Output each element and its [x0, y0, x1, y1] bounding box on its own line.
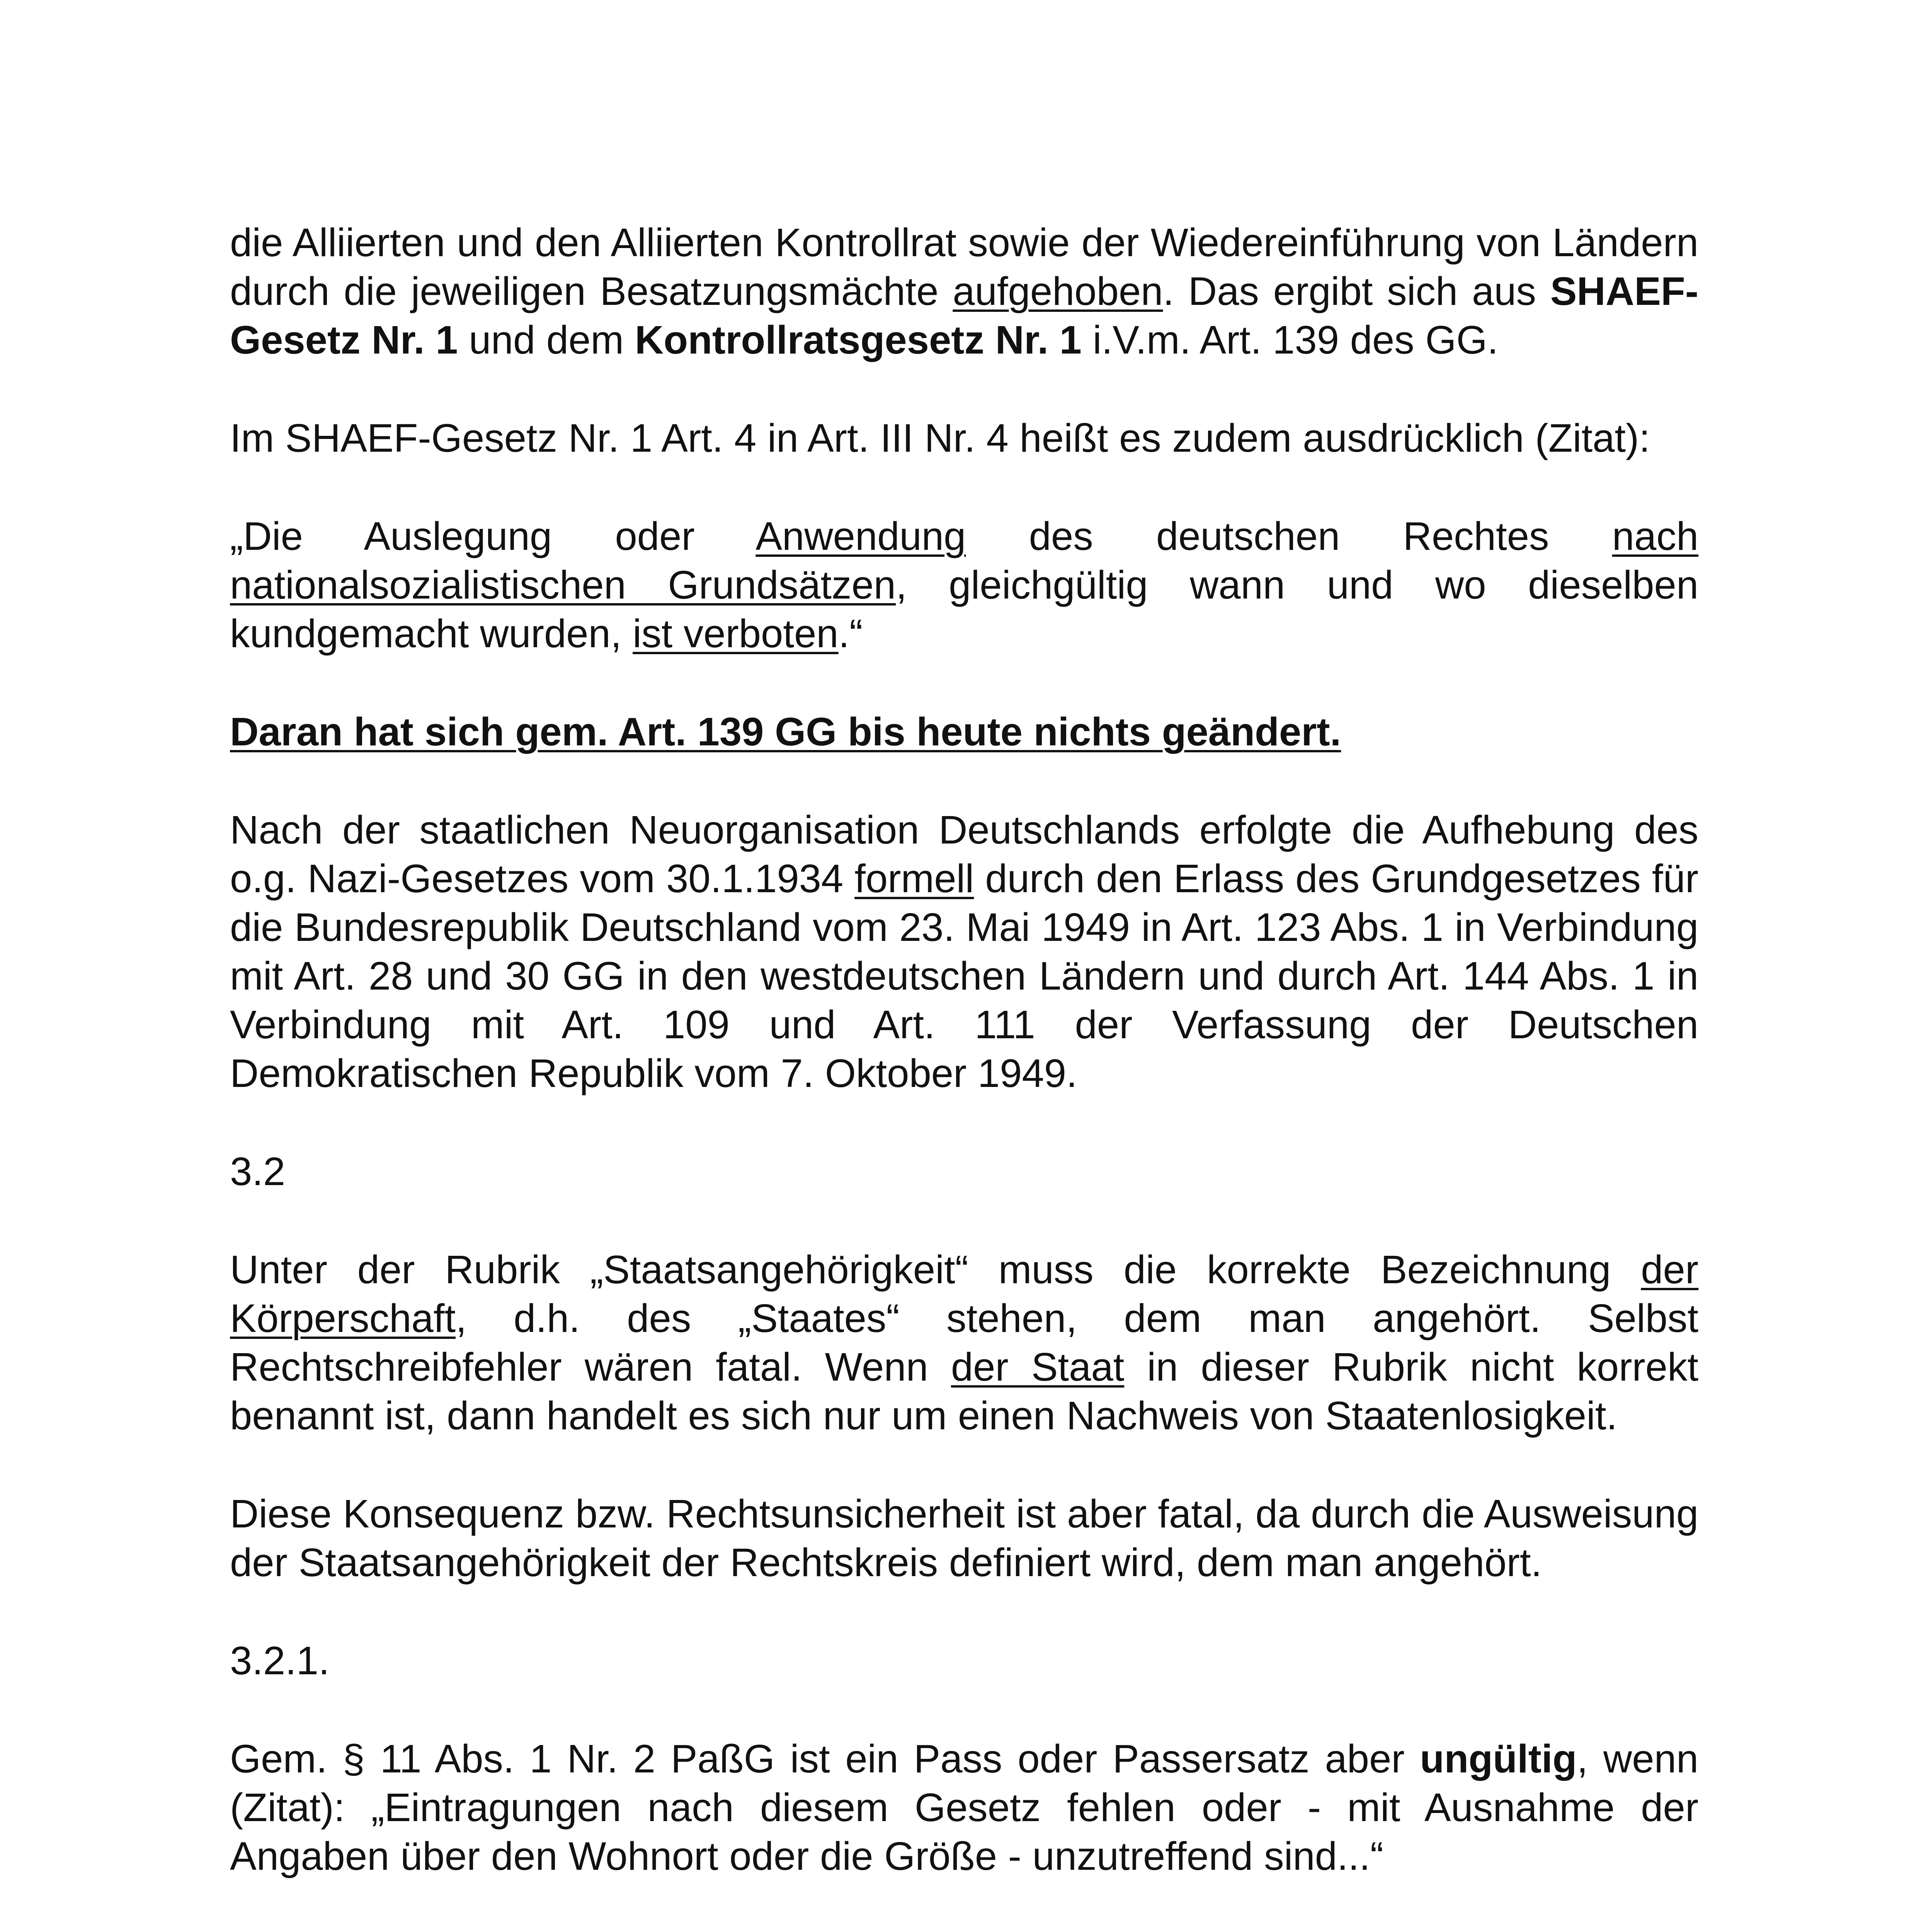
text: die Alliierten und den Alliierten Kontrollrat sowie der Wiedereinführung von Ländern durch die jeweiligen Besatzungsmächte: [230, 220, 1698, 313]
section-number-3-2: 3.2: [230, 1149, 286, 1194]
quote-paragraph: [230, 512, 1698, 658]
document-body: [230, 218, 1698, 1932]
underlined-text: Anwendung: [756, 514, 966, 558]
underlined-text: ist verboten: [633, 611, 839, 656]
paragraph-10: [230, 1735, 1698, 1881]
text: , gleichgültig wann und wo dieselben kundgemacht wurden,: [230, 563, 1698, 656]
text: Nach der staatlichen Neuorganisation Deutschlands erfolgte die Aufhebung des o.g. Nazi-Gesetzes vom 30.1.1934: [230, 808, 1698, 901]
bold-underlined-text: Daran hat sich gem. Art. 139 GG bis heute nichts geändert.: [230, 709, 1341, 754]
paragraph-5: [230, 806, 1698, 1098]
text: und dem: [458, 318, 635, 362]
paragraph-7: [230, 1245, 1698, 1440]
bold-text: Kontrollratsgesetz Nr. 1: [635, 318, 1082, 362]
underlined-text: aufgehoben: [953, 269, 1163, 313]
text: .“: [838, 611, 863, 656]
paragraph-2: Im SHAEF-Gesetz Nr. 1 Art. 4 in Art. III Nr. 4 heißt es zudem ausdrücklich (Zitat):: [230, 416, 1650, 460]
text: Unter der Rubrik „Staatsangehörigkeit“ muss die korrekte Bezeichnung: [230, 1247, 1641, 1292]
text: des deutschen Rechtes: [966, 514, 1612, 558]
paragraph-1: [230, 218, 1698, 364]
text: Gem. § 11 Abs. 1 Nr. 2 PaßG ist ein Pass oder Passersatz aber: [230, 1736, 1420, 1781]
underlined-text: der Staat: [951, 1345, 1125, 1389]
text: , wenn (Zitat): „Eintragungen nach diesem Gesetz fehlen oder - mit Ausnahme der Angaben über den Wohnort oder die Größe - unzutreffend sind...“: [230, 1736, 1699, 1878]
text: i.V.m. Art. 139 des GG.: [1081, 318, 1499, 362]
underlined-text: formell: [854, 856, 974, 901]
text: . Das ergibt sich aus: [1163, 269, 1550, 313]
text: in dieser Rubrik nicht korrekt benannt ist, dann handelt es sich nur um einen Nachweis von Staatenlosigkeit.: [230, 1345, 1698, 1438]
underlined-text: der Körperschaft: [230, 1247, 1698, 1340]
text: durch den Erlass des Grundgesetzes für die Bundesrepublik Deutschland vom 23. Mai 1949 in Art. 123 Abs. 1 in Verbindung mit Art. 28 und 30 GG in den westdeutschen Ländern und durch Art. 144 Abs. 1 in Verbindung mit Art. 109 und Art. 111 der Verfassung der Deutschen Demokratischen Republik vom 7. Oktober 1949.: [230, 856, 1698, 1095]
text: „Die Auslegung oder: [230, 514, 756, 558]
bold-text: ungültig: [1420, 1736, 1577, 1781]
emphasis-paragraph: [230, 707, 1698, 756]
paragraph-8: Diese Konsequenz bzw. Rechtsunsicherheit ist aber fatal, da durch die Ausweisung der Staatsangehörigkeit der Rechtskreis definiert wird, dem man angehört.: [230, 1492, 1698, 1585]
section-number-3-2-1: 3.2.1.: [230, 1638, 330, 1683]
paragraph-11: [230, 1930, 1698, 1932]
underlined-text: nach nationalsozialistischen Grundsätzen: [230, 514, 1698, 607]
bold-text: SHAEF-Gesetz Nr. 1: [230, 269, 1698, 362]
text: , d.h. des „Staates“ stehen, dem man angehört. Selbst Rechtschreibfehler wären fatal. Wenn: [230, 1296, 1698, 1389]
